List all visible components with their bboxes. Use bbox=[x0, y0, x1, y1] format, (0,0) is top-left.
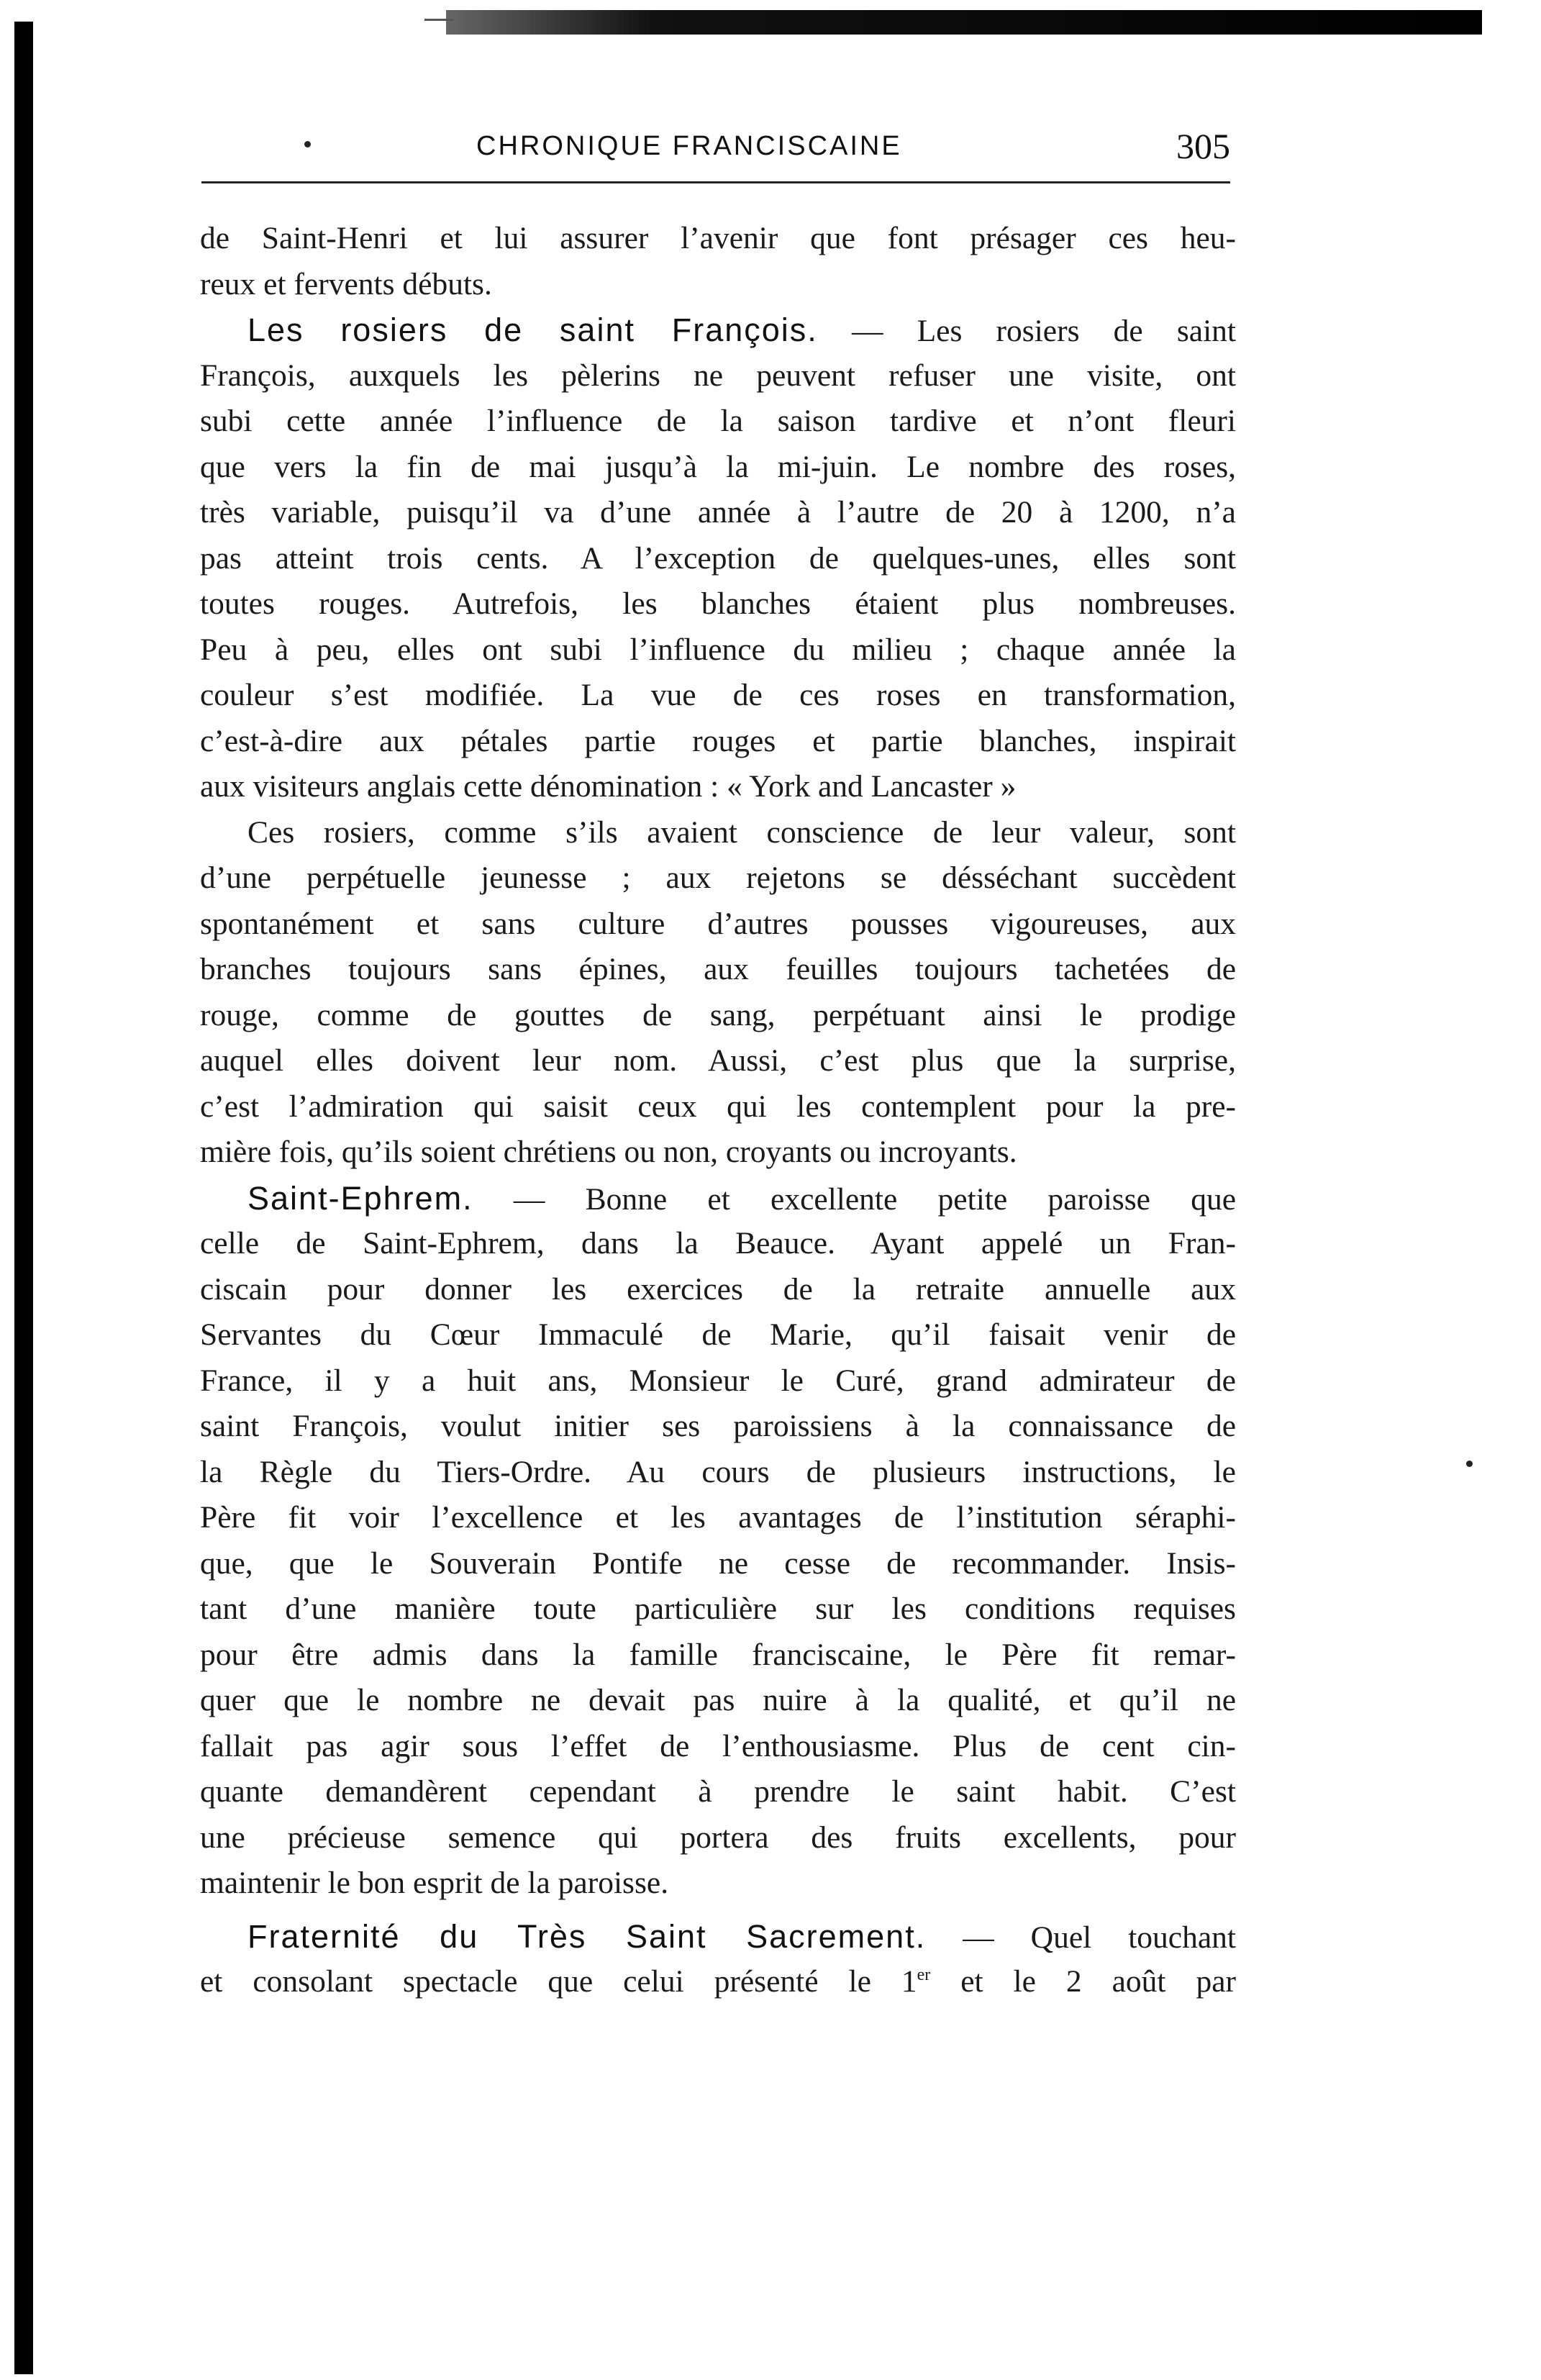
text-line bbox=[200, 1959, 1236, 2005]
text-line: quer que le nombre ne devait pas nuire à la qualité, et qu’il ne bbox=[200, 1683, 1236, 1717]
text-run: — Quel touchant bbox=[963, 1920, 1236, 1955]
section-heading-fraternite: Fraternité du Très Saint Sacrement. bbox=[247, 1917, 927, 1955]
text-line: auquel elles doivent leur nom. Aussi, c’est plus que la surprise, bbox=[200, 1043, 1236, 1078]
text-line: Peu à peu, elles ont subi l’influence du milieu ; chaque année la bbox=[200, 632, 1236, 667]
text-line: Ces rosiers, comme s’ils avaient conscience de leur valeur, sont bbox=[247, 814, 1236, 850]
text-run: — Les rosiers de saint bbox=[851, 314, 1236, 348]
text-line: celle de Saint-Ephrem, dans la Beauce. Ayant appelé un Fran- bbox=[200, 1226, 1236, 1261]
text-line: de Saint-Henri et lui assurer l’avenir que font présager ces heu- bbox=[200, 221, 1236, 255]
text-line: reux et fervents débuts. bbox=[200, 266, 492, 301]
page-number: 305 bbox=[1176, 126, 1230, 166]
text-line: mière fois, qu’ils soient chrétiens ou non, croyants ou incroyants. bbox=[200, 1135, 1017, 1169]
text-line: toutes rouges. Autrefois, les blanches étaient plus nombreuses. bbox=[200, 586, 1236, 621]
text-run: — Bonne et excellente petite paroisse que bbox=[513, 1181, 1236, 1217]
text-line: maintenir le bon esprit de la paroisse. bbox=[200, 1866, 669, 1900]
text-line: c’est l’admiration qui saisit ceux qui les contemplent pour la pre- bbox=[200, 1089, 1236, 1124]
text-line: quante demandèrent cependant à prendre le saint habit. C’est bbox=[200, 1774, 1236, 1809]
section-heading-rosiers: Les rosiers de saint François. bbox=[247, 312, 818, 348]
section-heading-line bbox=[200, 1176, 1236, 1222]
text-line: Père fit voir l’excellence et les avantages de l’institution séraphi- bbox=[200, 1500, 1236, 1535]
section-heading-line bbox=[200, 1914, 1236, 1960]
section-heading-line bbox=[200, 307, 1236, 353]
section-heading-saint-ephrem: Saint-Ephrem. bbox=[247, 1179, 473, 1217]
text-line: rouge, comme de gouttes de sang, perpétuant ainsi le prodige bbox=[200, 997, 1236, 1032]
scan-top-edge bbox=[446, 10, 1482, 35]
scan-speck bbox=[1466, 1461, 1473, 1467]
text-line: tant d’une manière toute particulière sur les conditions requises bbox=[200, 1591, 1236, 1626]
scan-top-edge-thin bbox=[424, 19, 453, 21]
text-line: la Règle du Tiers-Ordre. Au cours de plusieurs instructions, le bbox=[200, 1454, 1236, 1489]
text-line: que vers la fin de mai jusqu’à la mi-juin. Le nombre des roses, bbox=[200, 449, 1236, 484]
text-line: une précieuse semence qui portera des fruits excellents, pour bbox=[200, 1820, 1236, 1855]
text-line: François, auxquels les pèlerins ne peuvent refuser une visite, ont bbox=[200, 358, 1236, 393]
text-line: c’est-à-dire aux pétales partie rouges et partie blanches, inspirait bbox=[200, 723, 1236, 758]
text-run: et le 2 août par bbox=[930, 1964, 1236, 1999]
text-line: branches toujours sans épines, aux feuilles toujours tachetées de bbox=[200, 952, 1236, 986]
text-line: couleur s’est modifiée. La vue de ces roses en transformation, bbox=[200, 678, 1236, 712]
text-run: et consolant spectacle que celui présenté le 1 bbox=[200, 1964, 917, 1999]
text-line: ciscain pour donner les exercices de la retraite annuelle aux bbox=[200, 1271, 1236, 1307]
header-rule bbox=[201, 181, 1230, 183]
text-line: d’une perpétuelle jeunesse ; aux rejetons se désséchant succèdent bbox=[200, 860, 1236, 895]
text-line: Servantes du Cœur Immaculé de Marie, qu’il faisait venir de bbox=[200, 1317, 1236, 1352]
text-line: spontanément et sans culture d’autres pousses vigoureuses, aux bbox=[200, 906, 1236, 941]
text-line: France, il y a huit ans, Monsieur le Curé, grand admirateur de bbox=[200, 1363, 1236, 1398]
text-line: pour être admis dans la famille franciscaine, le Père fit remar- bbox=[200, 1637, 1236, 1672]
text-line: pas atteint trois cents. A l’exception de quelques-unes, elles sont bbox=[200, 540, 1236, 576]
text-line: fallait pas agir sous l’effet de l’enthousiasme. Plus de cent cin- bbox=[200, 1728, 1236, 1763]
running-head bbox=[201, 127, 1230, 170]
ordinal-superscript: er bbox=[917, 1966, 931, 1984]
scan-edge-shadow bbox=[14, 22, 33, 2374]
body-text bbox=[200, 216, 1236, 2005]
text-line: saint François, voulut initier ses paroissiens à la connaissance de bbox=[200, 1409, 1236, 1443]
running-title: CHRONIQUE FRANCISCAINE bbox=[476, 131, 902, 161]
text-line: très variable, puisqu’il va d’une année à l’autre de 20 à 1200, n’a bbox=[200, 495, 1236, 530]
text-line: subi cette année l’influence de la saison tardive et n’ont fleuri bbox=[200, 404, 1236, 438]
text-line: que, que le Souverain Pontife ne cesse de recommander. Insis- bbox=[200, 1545, 1236, 1581]
text-line: aux visiteurs anglais cette dénomination : « York and Lancaster » bbox=[200, 769, 1017, 804]
